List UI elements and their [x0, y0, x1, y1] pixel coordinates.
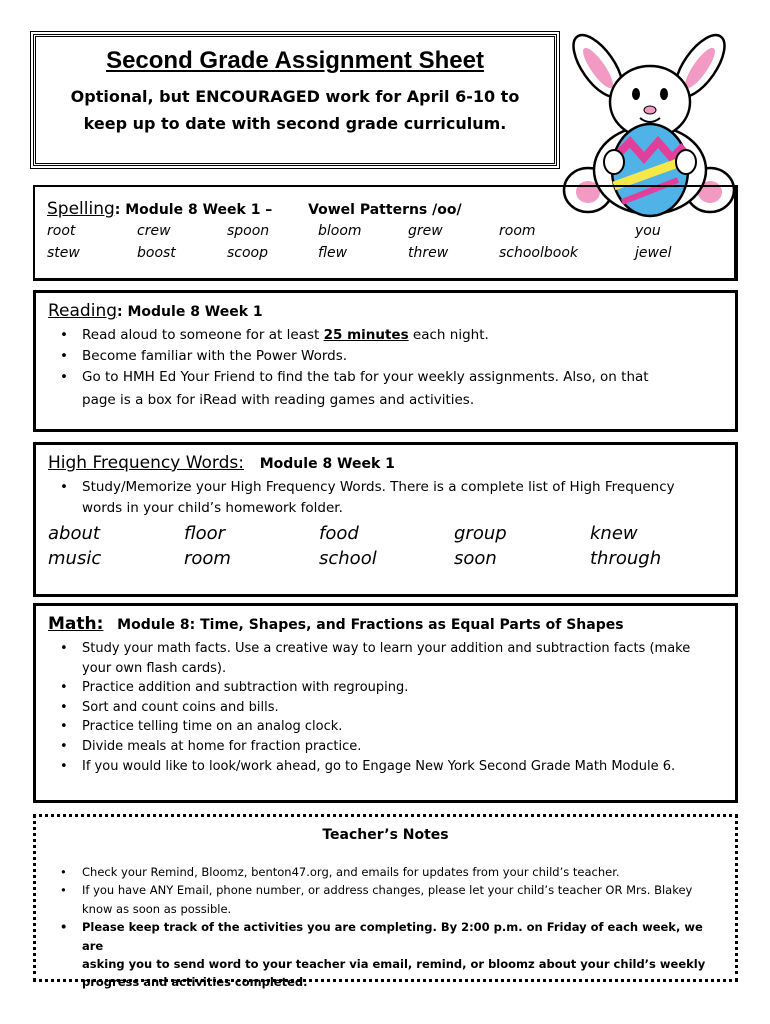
hfw-word: school [319, 548, 377, 569]
subtitle-line-1: Optional, but ENCOURAGED work for April 6-10 to [70, 87, 520, 106]
hfw-word: room [184, 548, 231, 569]
list-item [36, 325, 725, 346]
math-list [36, 639, 725, 776]
spelling-word: boost [137, 245, 176, 261]
hfw-word: about [48, 523, 100, 544]
hfw-word: floor [184, 523, 226, 544]
list-item [36, 367, 725, 411]
notes-bullet-2-line-1: • If you have ANY Email, phone number, or address changes, please let your child’s teacher OR Mrs. Blakey [82, 883, 693, 898]
spelling-word: room [499, 223, 536, 239]
page-subtitle [46, 83, 544, 137]
hfw-word: through [590, 548, 662, 569]
list-item [36, 881, 723, 918]
spelling-pattern: Vowel Patterns /oo/ [308, 202, 462, 218]
list-item [36, 639, 725, 678]
spelling-label: Spelling [47, 199, 115, 219]
list-item: • Practice telling time on an analog clock. [36, 717, 725, 737]
notes-title: Teacher’s Notes [322, 827, 449, 843]
reading-list [36, 325, 725, 411]
reading-bullet-3-line-2: page is a box for iRead with reading games and activities. [82, 392, 475, 408]
list-item: • Become familiar with the Power Words. [36, 346, 725, 367]
math-bullet-1-line-2: your own flash cards). [82, 660, 227, 676]
header-box [33, 34, 557, 166]
hfw-word: soon [454, 548, 497, 569]
notes-bullet-2-line-2: know as soon as possible. [82, 901, 232, 916]
spelling-word: scoop [227, 245, 269, 261]
list-item: • Practice addition and subtraction with regrouping. [36, 678, 725, 698]
math-label: Math: [48, 614, 104, 634]
hfw-module: Module 8 Week 1 [259, 456, 395, 472]
reading-section [33, 290, 738, 432]
reading-heading [48, 301, 263, 321]
list-item [36, 918, 723, 992]
spelling-word: crew [137, 223, 171, 239]
spelling-word: threw [408, 245, 449, 261]
page-title: Second Grade Assignment Sheet [106, 47, 484, 74]
spelling-module: : Module 8 Week 1 – [114, 202, 273, 218]
reading-bullet-3-line-1: • Go to HMH Ed Your Friend to find the tab for your weekly assignments. Also, on that [82, 369, 649, 385]
list-item: • Sort and count coins and bills. [36, 698, 725, 718]
hfw-word: knew [590, 523, 638, 544]
spelling-section [33, 185, 738, 281]
math-heading [48, 614, 624, 634]
notes-list [36, 863, 723, 992]
math-bullet-1-line-1: • Study your math facts. Use a creative way to learn your addition and subtraction facts (make [82, 641, 691, 656]
list-item: • If you would like to look/work ahead, go to Engage New York Second Grade Math Module 6. [36, 757, 725, 777]
reading-module: : Module 8 Week 1 [117, 304, 263, 320]
high-frequency-words-section [33, 442, 738, 597]
spelling-word: jewel [635, 245, 672, 261]
spelling-word: grew [408, 223, 443, 239]
spelling-word: spoon [227, 223, 270, 239]
spelling-heading [47, 199, 462, 219]
hfw-bullet-line-1: • Study/Memorize your High Frequency Words. There is a complete list of High Frequency [82, 479, 675, 495]
reading-bullet-1-text: Read aloud to someone for at least [82, 327, 324, 343]
subtitle-line-2: keep up to date with second grade curriculum. [83, 114, 507, 133]
math-section [33, 603, 738, 803]
spelling-word: you [635, 223, 661, 239]
notes-bullet-3-line-1: • Please keep track of the activities you are completing. By 2:00 p.m. on Friday of each week, we are [82, 920, 703, 953]
notes-bullet-3-line-3: progress and activities completed. [82, 975, 308, 990]
list-item [36, 477, 725, 519]
hfw-label: High Frequency Words: [48, 453, 244, 473]
spelling-word: bloom [318, 223, 362, 239]
hfw-word: music [48, 548, 102, 569]
hfw-heading [48, 453, 395, 473]
list-item: • Check your Remind, Bloomz, benton47.org, and emails for updates from your child’s teacher. [36, 863, 723, 881]
math-module: Module 8: Time, Shapes, and Fractions as Equal Parts of Shapes [117, 617, 624, 633]
reading-label: Reading [48, 301, 118, 321]
reading-minutes-emphasis: 25 minutes [323, 327, 409, 343]
notes-bullet-3-line-2: asking you to send word to your teacher via email, remind, or bloomz about your child’s weekly [82, 957, 706, 972]
hfw-word: group [454, 523, 507, 544]
hfw-bullet-line-2: words in your child’s homework folder. [82, 500, 343, 516]
reading-bullet-1-end: each night. [408, 327, 489, 343]
teachers-notes-section [33, 814, 738, 990]
spelling-word: root [47, 223, 76, 239]
hfw-word: food [319, 523, 359, 544]
spelling-word: stew [47, 245, 80, 261]
hfw-list [36, 477, 725, 519]
spelling-word: schoolbook [499, 245, 579, 261]
list-item: • Divide meals at home for fraction practice. [36, 737, 725, 757]
spelling-word: flew [318, 245, 348, 261]
